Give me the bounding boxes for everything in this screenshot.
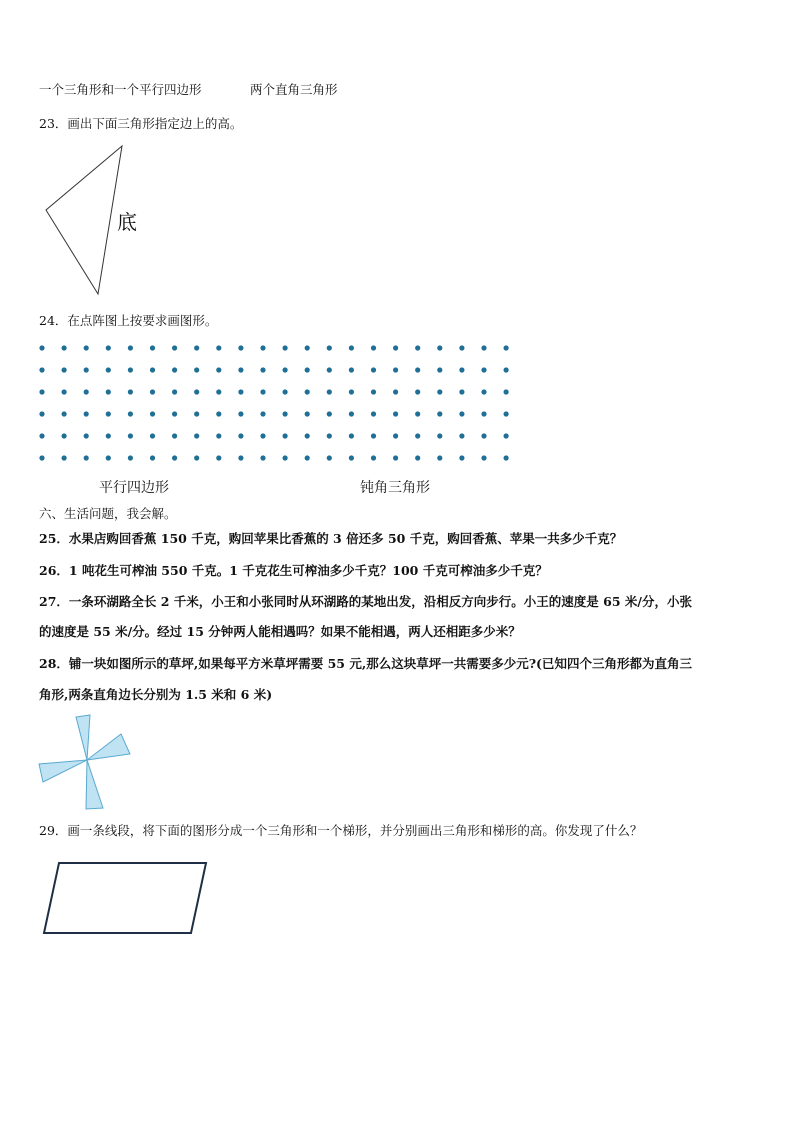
- grid-dot: [150, 389, 155, 394]
- grid-dot: [459, 433, 464, 438]
- grid-dot: [128, 455, 133, 460]
- grid-dot: [415, 411, 420, 416]
- grid-dot: [459, 455, 464, 460]
- grid-dot: [106, 367, 111, 372]
- grid-dot: [128, 367, 133, 372]
- grid-dot: [371, 411, 376, 416]
- grid-dot: [437, 345, 442, 350]
- grid-dot: [84, 411, 89, 416]
- grid-dot: [393, 345, 398, 350]
- question-28-line2: 角形,两条直角边长分别为 1.5 米和 6 米): [39, 687, 273, 702]
- grid-dot: [128, 433, 133, 438]
- grid-dot: [415, 389, 420, 394]
- grid-dot: [172, 455, 177, 460]
- grid-dot: [283, 367, 288, 372]
- grid-dot: [194, 433, 199, 438]
- grid-dot: [260, 389, 265, 394]
- grid-dot: [305, 455, 310, 460]
- grid-dot: [194, 345, 199, 350]
- grid-dot: [238, 345, 243, 350]
- grid-dot: [504, 411, 509, 416]
- grid-dot: [62, 433, 67, 438]
- grid-dot: [260, 367, 265, 372]
- pinwheel-triangle-bottom: [86, 760, 103, 809]
- grid-dot: [327, 389, 332, 394]
- grid-dot: [437, 367, 442, 372]
- grid-dot: [106, 455, 111, 460]
- grid-dot: [459, 411, 464, 416]
- grid-dot: [327, 455, 332, 460]
- grid-dot: [238, 389, 243, 394]
- grid-dot: [371, 367, 376, 372]
- grid-dot: [84, 367, 89, 372]
- triangle-shape: [46, 146, 122, 294]
- grid-dot: [128, 389, 133, 394]
- grid-dot: [481, 367, 486, 372]
- grid-dot: [415, 367, 420, 372]
- grid-dot: [194, 367, 199, 372]
- grid-dot: [194, 455, 199, 460]
- grid-dot: [150, 411, 155, 416]
- grid-dot: [283, 389, 288, 394]
- grid-dot: [172, 411, 177, 416]
- grid-dot: [349, 345, 354, 350]
- grid-dot: [305, 411, 310, 416]
- grid-dot: [150, 345, 155, 350]
- grid-dot: [39, 389, 44, 394]
- grid-dot: [194, 411, 199, 416]
- grid-dot: [504, 345, 509, 350]
- grid-dot: [327, 411, 332, 416]
- grid-dot: [106, 389, 111, 394]
- grid-dot: [260, 411, 265, 416]
- grid-dot: [283, 411, 288, 416]
- grid-dot: [305, 345, 310, 350]
- answer-option-2: 两个直角三角形: [250, 82, 338, 97]
- grid-dot: [481, 345, 486, 350]
- question-27-line2: 的速度是 55 米/分。经过 15 分钟两人能相遇吗？如果不能相遇，两人还相距多少米？: [39, 624, 521, 639]
- grid-dot: [216, 455, 221, 460]
- question-27-line1: 27．一条环湖路全长 2 千米，小王和小张同时从环湖路的某地出发，沿相反方向步行。小王的速度是 65 米/分，小张: [39, 594, 692, 609]
- grid-dot: [283, 433, 288, 438]
- grid-dot: [216, 367, 221, 372]
- grid-dot: [216, 389, 221, 394]
- grid-dot: [349, 367, 354, 372]
- grid-dot: [327, 367, 332, 372]
- grid-dot: [305, 389, 310, 394]
- grid-dot: [238, 367, 243, 372]
- grid-dot: [371, 433, 376, 438]
- parallelogram-figure: [38, 856, 213, 940]
- grid-dot: [415, 455, 420, 460]
- pinwheel-triangle-right: [87, 734, 130, 760]
- grid-dot: [305, 367, 310, 372]
- grid-dot: [150, 367, 155, 372]
- grid-dot: [260, 345, 265, 350]
- grid-dot: [216, 345, 221, 350]
- label-parallelogram: 平行四边形: [99, 480, 169, 496]
- question-29: 29．画一条线段，将下面的图形分成一个三角形和一个梯形，并分别画出三角形和梯形的高。你发现了什么？: [39, 823, 643, 838]
- grid-dot: [371, 455, 376, 460]
- grid-dot: [62, 345, 67, 350]
- grid-dot: [481, 411, 486, 416]
- grid-dot: [393, 389, 398, 394]
- grid-dot: [437, 389, 442, 394]
- grid-dot: [172, 389, 177, 394]
- grid-dot: [84, 455, 89, 460]
- grid-dot: [393, 455, 398, 460]
- grid-dot: [481, 389, 486, 394]
- grid-dot: [349, 389, 354, 394]
- grid-dot: [216, 411, 221, 416]
- pinwheel-triangle-top: [76, 715, 90, 760]
- grid-dot: [172, 367, 177, 372]
- grid-dot: [216, 433, 221, 438]
- grid-dot: [260, 433, 265, 438]
- grid-dot: [481, 455, 486, 460]
- grid-dot: [39, 411, 44, 416]
- grid-dot: [504, 433, 509, 438]
- grid-dot: [39, 433, 44, 438]
- grid-dot: [349, 433, 354, 438]
- grid-dot: [128, 345, 133, 350]
- grid-dot: [371, 345, 376, 350]
- grid-dot: [415, 433, 420, 438]
- grid-dot: [62, 411, 67, 416]
- grid-dot: [504, 389, 509, 394]
- question-24: 24．在点阵图上按要求画图形。: [39, 313, 218, 328]
- grid-dot: [62, 455, 67, 460]
- grid-dot: [106, 345, 111, 350]
- grid-dot: [305, 433, 310, 438]
- grid-dot: [238, 411, 243, 416]
- question-26: 26．1 吨花生可榨油 550 千克。1 千克花生可榨油多少千克？100 千克可榨油多少千克？: [39, 563, 548, 578]
- grid-dot: [172, 433, 177, 438]
- grid-dot: [393, 433, 398, 438]
- grid-dot: [128, 411, 133, 416]
- grid-dot: [84, 345, 89, 350]
- section-title: 六、生活问题，我会解。: [39, 506, 177, 521]
- grid-dot: [437, 433, 442, 438]
- grid-dot: [393, 367, 398, 372]
- grid-dot: [194, 389, 199, 394]
- grid-dot: [39, 367, 44, 372]
- grid-dot: [39, 345, 44, 350]
- grid-dot: [327, 433, 332, 438]
- grid-dot: [260, 455, 265, 460]
- pinwheel-triangle-left: [39, 760, 87, 782]
- grid-dot: [84, 389, 89, 394]
- grid-dot: [349, 455, 354, 460]
- grid-dot: [150, 433, 155, 438]
- grid-dot: [459, 389, 464, 394]
- grid-dot: [437, 411, 442, 416]
- grid-dot: [283, 455, 288, 460]
- grid-dot: [62, 367, 67, 372]
- question-23: 23．画出下面三角形指定边上的高。: [39, 116, 243, 131]
- parallelogram-shape: [44, 863, 206, 933]
- grid-dot: [415, 345, 420, 350]
- grid-dot: [150, 455, 155, 460]
- grid-dot: [106, 433, 111, 438]
- grid-dot: [106, 411, 111, 416]
- grid-dot: [172, 345, 177, 350]
- dot-grid: [30, 340, 520, 465]
- grid-dot: [371, 389, 376, 394]
- grid-dot: [504, 367, 509, 372]
- grid-dot: [437, 455, 442, 460]
- grid-dot: [238, 433, 243, 438]
- label-obtuse-triangle: 钝角三角形: [360, 480, 430, 496]
- pinwheel-figure: [35, 712, 137, 812]
- grid-dot: [459, 367, 464, 372]
- grid-dot: [238, 455, 243, 460]
- grid-dot: [283, 345, 288, 350]
- side-label-base: 底: [117, 210, 137, 234]
- grid-dot: [39, 455, 44, 460]
- grid-dot: [349, 411, 354, 416]
- grid-dot: [84, 433, 89, 438]
- question-28-line1: 28．铺一块如图所示的草坪,如果每平方米草坪需要 55 元,那么这块草坪一共需要多少元?(已知四个三角形都为直角三: [39, 656, 692, 671]
- grid-dot: [62, 389, 67, 394]
- grid-dot: [481, 433, 486, 438]
- answer-option-1: 一个三角形和一个平行四边形: [39, 82, 202, 97]
- grid-dot: [393, 411, 398, 416]
- grid-dot: [327, 345, 332, 350]
- grid-dot: [459, 345, 464, 350]
- question-25: 25．水果店购回香蕉 150 千克，购回苹果比香蕉的 3 倍还多 50 千克，购回香蕉、苹果一共多少千克？: [39, 531, 623, 546]
- pinwheel-shape: [39, 715, 130, 809]
- grid-dot: [504, 455, 509, 460]
